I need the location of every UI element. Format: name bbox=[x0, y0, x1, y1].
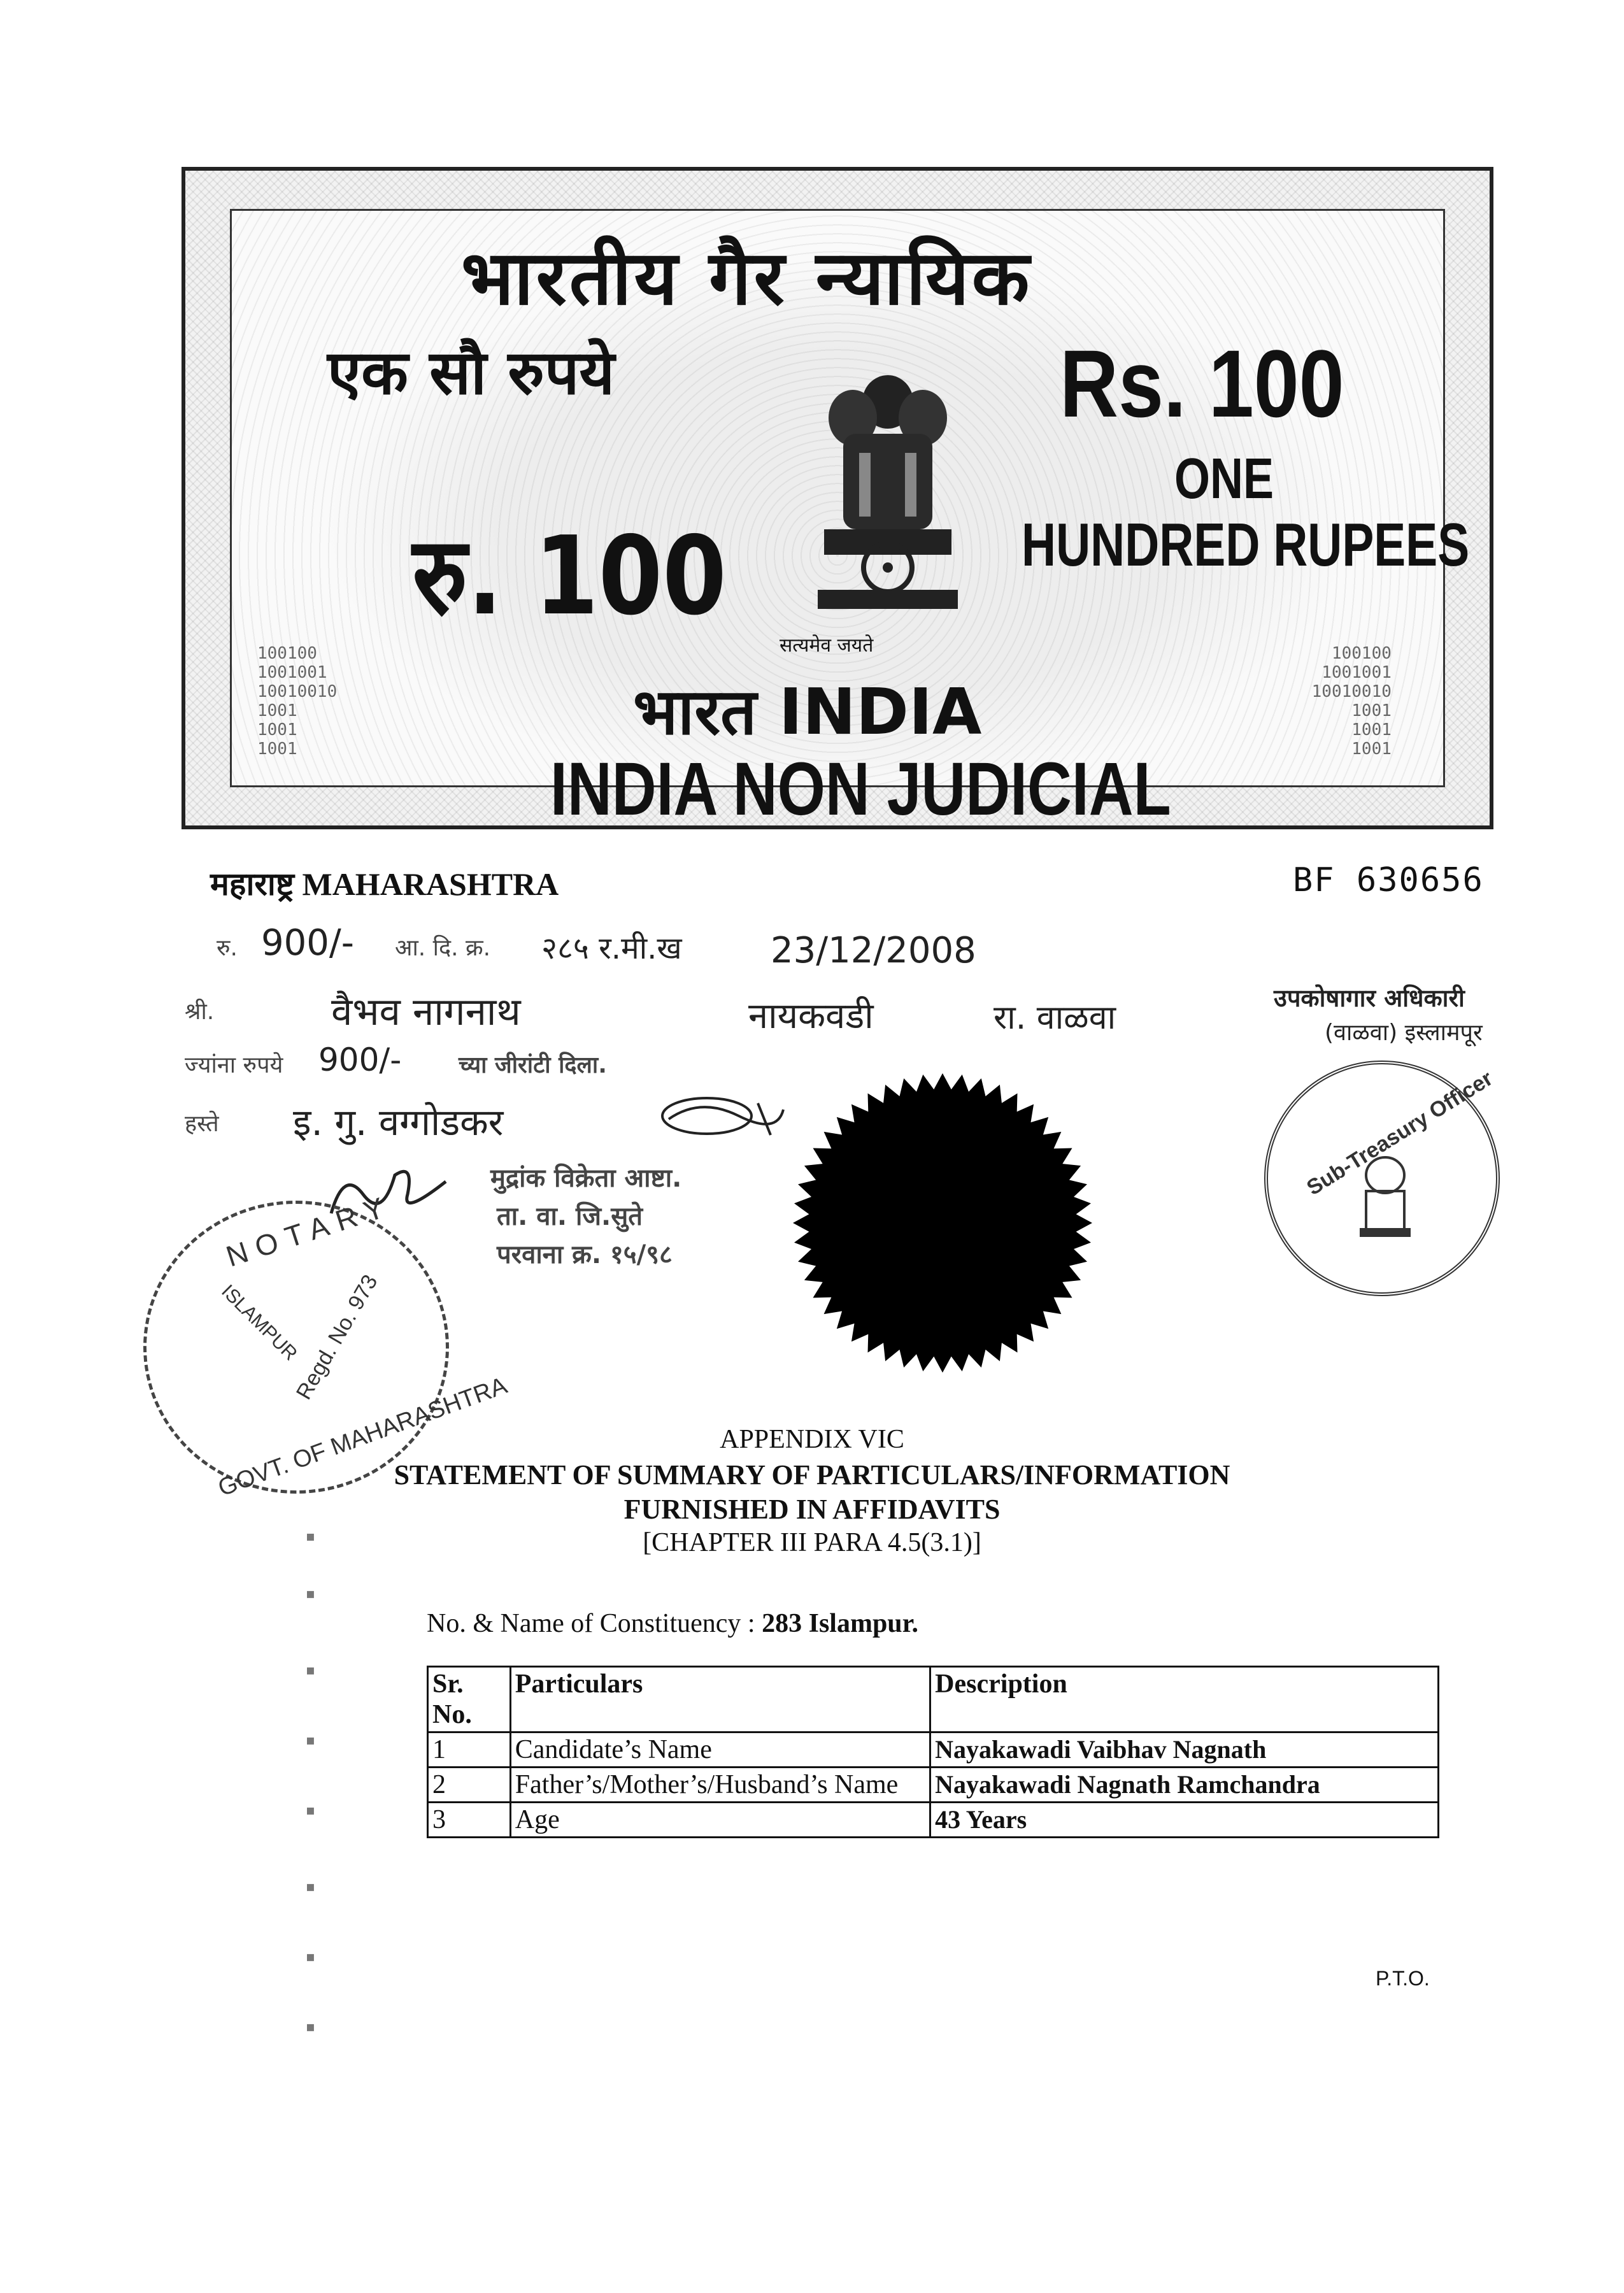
stamp-guilloche-numbers-right: 100100 1001001 10010010 1001 1001 1001 bbox=[1311, 644, 1392, 759]
appendix-title: APPENDIX VIC bbox=[720, 1425, 904, 1454]
margin-mark: ▪ bbox=[306, 1879, 315, 1895]
statement-title-line2: FURNISHED IN AFFIDAVITS bbox=[623, 1494, 1001, 1525]
endorsement-line3-suffix: च्या जीरांटी दिला. bbox=[459, 1052, 607, 1078]
stamp-amount-rs: Rs. 100 bbox=[1060, 330, 1344, 437]
row-sr-no: 3 bbox=[428, 1803, 511, 1838]
state-label: महाराष्ट्र MAHARASHTRA bbox=[210, 866, 559, 902]
vendor-stamp-line3: परवाना क्र. १५/९८ bbox=[497, 1240, 673, 1269]
header-particulars: Particulars bbox=[510, 1667, 930, 1732]
row-particular: Age bbox=[510, 1803, 930, 1838]
vendor-signature-icon bbox=[650, 1090, 796, 1148]
endorsement-vendor-name: इ. गु. वग्गोडकर bbox=[293, 1101, 504, 1144]
sub-treasury-seal-ring-text: Sub-Treasury Officer bbox=[1302, 1066, 1497, 1201]
stamp-guilloche-numbers-left: 100100 1001001 10010010 1001 1001 1001 bbox=[257, 644, 338, 759]
pto-label: P.T.O. bbox=[1376, 1967, 1430, 1990]
stamp-paper bbox=[182, 167, 1493, 829]
stamp-type: INDIA NON JUDICIAL bbox=[550, 747, 1171, 829]
stamp-hindi-amount-words: एक सौ रुपये bbox=[327, 337, 615, 408]
chapter-reference: [CHAPTER III PARA 4.5(3.1)] bbox=[643, 1528, 981, 1557]
row-sr-no: 1 bbox=[428, 1732, 511, 1768]
margin-mark: ▪ bbox=[306, 1529, 315, 1545]
endorsement-amount: 900/- bbox=[261, 922, 354, 964]
constituency-value: 283 Islampur. bbox=[762, 1609, 918, 1638]
notary-seal-top-text: NOTARY bbox=[222, 1188, 397, 1273]
constituency-line bbox=[427, 1608, 918, 1639]
endorsement-line1-mid: आ. दि. क्र. bbox=[395, 935, 491, 961]
endorsement-reference: २८५ र.मी.ख bbox=[541, 931, 682, 966]
margin-mark: ▪ bbox=[306, 1803, 315, 1818]
stamp-motto: सत्यमेव जयते bbox=[780, 634, 874, 657]
table-row bbox=[428, 1732, 1439, 1768]
endorsement-line3-amount: 900/- bbox=[318, 1041, 402, 1078]
stamp-serial-number: BF 630656 bbox=[1293, 861, 1484, 899]
row-description: 43 Years bbox=[930, 1803, 1439, 1838]
stamp-amount-words-hundred-rupees: HUNDRED RUPEES bbox=[1022, 511, 1470, 579]
margin-mark: ▪ bbox=[306, 1732, 315, 1748]
particulars-table bbox=[427, 1666, 1439, 1838]
notary-seal-bottom-text: GOVT. OF MAHARASHTRA bbox=[215, 1372, 511, 1502]
row-particular: Father’s/Mother’s/Husband’s Name bbox=[510, 1768, 930, 1803]
statement-title-line1: STATEMENT OF SUMMARY OF PARTICULARS/INFORMATION bbox=[394, 1459, 1230, 1490]
stamp-inner-panel bbox=[230, 209, 1470, 829]
stamp-amount-words-one: ONE bbox=[1174, 447, 1274, 511]
endorsement-line4-prefix: हस्ते bbox=[185, 1111, 219, 1137]
margin-mark: ▪ bbox=[306, 1586, 315, 1602]
endorsement-line3-prefix: ज्यांना रुपये bbox=[185, 1052, 283, 1078]
header-sr-no: Sr. No. bbox=[428, 1667, 511, 1732]
vendor-stamp-line2: ता. वा. जि.सुते bbox=[497, 1202, 643, 1231]
endorsement-line1-prefix: रु. bbox=[217, 935, 238, 961]
row-sr-no: 2 bbox=[428, 1768, 511, 1803]
stamp-amount-ru: रु. 100 bbox=[412, 513, 727, 639]
margin-mark: ▪ bbox=[306, 1662, 315, 1678]
embossed-seal-icon bbox=[790, 1070, 1095, 1376]
notary-seal-regd: Regd. No. 973 bbox=[291, 1270, 383, 1404]
endorsement-purchaser-place: रा. वाळवा bbox=[994, 999, 1116, 1037]
header-description: Description bbox=[930, 1667, 1439, 1732]
row-description: Nayakawadi Vaibhav Nagnath bbox=[930, 1732, 1439, 1768]
stamp-hindi-title: भारतीय गैर न्यायिक bbox=[461, 234, 1032, 322]
constituency-label: No. & Name of Constituency : bbox=[427, 1609, 762, 1638]
endorsement-purchaser-surname: नायकवडी bbox=[748, 996, 874, 1037]
table-row bbox=[428, 1803, 1439, 1838]
ashoka-emblem-icon bbox=[799, 357, 977, 625]
stamp-country: भारत INDIA bbox=[633, 675, 982, 749]
margin-mark: ▪ bbox=[306, 2019, 315, 2035]
table-header-row bbox=[428, 1667, 1439, 1732]
treasury-stamp-header: उपकोषागार अधिकारी bbox=[1274, 984, 1465, 1012]
endorsement-line2-prefix: श्री. bbox=[185, 999, 215, 1025]
row-description: Nayakawadi Nagnath Ramchandra bbox=[930, 1768, 1439, 1803]
treasury-emblem-icon bbox=[1350, 1153, 1420, 1242]
margin-mark: ▪ bbox=[306, 1949, 315, 1965]
endorsement-date: 23/12/2008 bbox=[771, 930, 976, 971]
endorsement-purchaser-name: वैभव नागनाथ bbox=[331, 990, 521, 1034]
vendor-stamp-line1: मुद्रांक विक्रेता आष्टा. bbox=[490, 1164, 682, 1193]
treasury-stamp-place: (वाळवा) इस्लामपूर bbox=[1325, 1020, 1483, 1046]
row-particular: Candidate’s Name bbox=[510, 1732, 930, 1768]
table-row bbox=[428, 1768, 1439, 1803]
notary-seal-place: ISLAMPUR bbox=[217, 1280, 301, 1365]
